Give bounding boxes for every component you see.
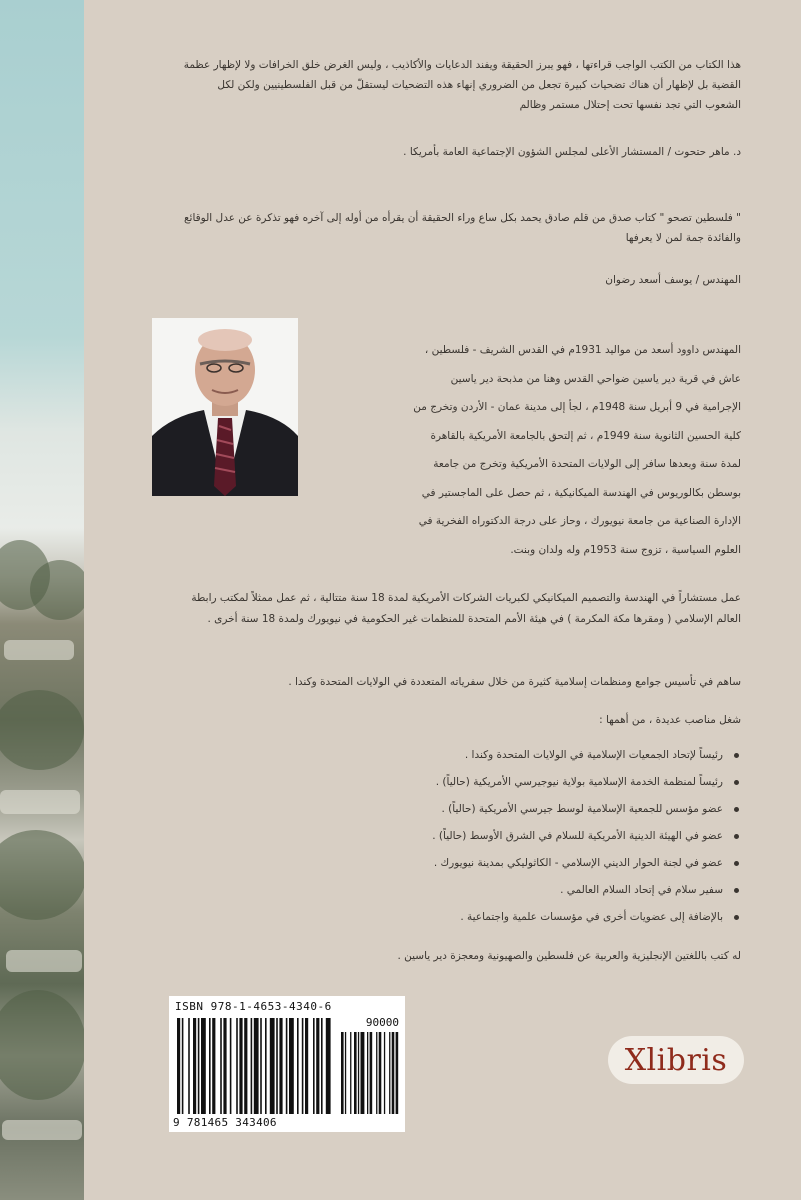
position-item: رئيساً لمنظمة الخدمة الإسلامية بولاية نيوجيرسي الأمريكية (حالياً) .: [203, 769, 723, 796]
endorsement-2-text: " فلسطين تصحو " كتاب صدق من قلم صادق يحمد بكل ساع وراء الحقيقة أن يقرأه من أوله إلى آخره فهو تذكرة عن عدل الوقائع والفائدة جمة لمن لا يعرفها: [183, 212, 741, 244]
barcode-bar: [370, 1032, 373, 1114]
author-books: له كتب باللغتين الإنجليزية والعربية عن فلسطين والصهيونية ومعجزة دير ياسين .: [397, 950, 741, 962]
position-item: سفير سلام في إتحاد السلام العالمي .: [203, 877, 723, 904]
barcode-bar: [345, 1032, 346, 1114]
barcode-bar: [367, 1032, 368, 1114]
barcode-bar: [321, 1018, 323, 1114]
isbn-label: ISBN 978-1-4653-4340-6: [175, 1000, 332, 1013]
author-photo: [152, 318, 298, 496]
barcode-bar: [379, 1032, 382, 1114]
barcode-bar: [188, 1018, 190, 1114]
barcode-bar: [389, 1032, 390, 1114]
author-career: عمل مستشاراً في الهندسة والتصميم الميكانيكي لكبريات الشركات الأمريكية لمدة 18 سنة متتالية ، ثم عمل ممثلاً لمكتب رابطة العالم الإسلامي ( ومقرها مكة المكرمة ) في هيئة الأمم المتحدة للمنظمات غير الحكومية في نيويورك ولمدة 18 سنة أخرى .: [191, 592, 741, 625]
barcode-bar: [193, 1018, 196, 1114]
position-item: عضو مؤسس للجمعية الإسلامية لوسط جيرسي الأمريكية (حالياً) .: [203, 796, 723, 823]
endorsement-1-signature: د. ماهر حتحوت / المستشار الأعلى لمجلس الشؤون الإجتماعية العامة بأمريكا .: [403, 146, 741, 158]
barcode-bar: [182, 1018, 184, 1114]
barcode-bar: [396, 1032, 399, 1114]
barcode-bar: [198, 1018, 200, 1114]
publisher-logo: [608, 1036, 744, 1084]
position-item: رئيساً لإتحاد الجمعيات الإسلامية في الولايات المتحدة وكندا .: [203, 742, 723, 769]
barcode-bar: [212, 1018, 215, 1114]
barcode-bar: [350, 1032, 351, 1114]
barcode-bars: [169, 996, 405, 1132]
barcode-bar: [220, 1018, 222, 1114]
barcode-bar: [297, 1018, 299, 1114]
barcode-bar: [244, 1018, 247, 1114]
barcode-bar: [289, 1018, 294, 1114]
barcode-bar: [223, 1018, 226, 1114]
barcode-bar: [270, 1018, 275, 1114]
barcode-bar: [254, 1018, 259, 1114]
barcode-bar: [392, 1032, 395, 1114]
endorsement-2-signature: المهندس / يوسف أسعد رضوان: [605, 274, 741, 286]
positions-list: [203, 742, 741, 931]
barcode-bar: [286, 1018, 288, 1114]
barcode-bar: [276, 1018, 278, 1114]
barcode-bar: [354, 1032, 357, 1114]
barcode-bar: [358, 1032, 359, 1114]
barcode-bar: [209, 1018, 211, 1114]
barcode-bar: [316, 1018, 319, 1114]
position-item: عضو في الهيئة الدينية الأمريكية للسلام في الشرق الأوسط (حالياً) .: [203, 823, 723, 850]
front-cover-spine-image: [0, 0, 84, 1200]
barcode-bar: [177, 1018, 180, 1114]
isbn-digits: 9 781465 343406: [173, 1116, 277, 1129]
author-foundations: ساهم في تأسيس جوامع ومنظمات إسلامية كثيرة من خلال سفرياته المتعددة في الولايات المتحدة وكندا .: [288, 676, 741, 688]
back-cover-panel: [84, 0, 801, 1200]
barcode-bar: [279, 1018, 282, 1114]
barcode-bar: [305, 1018, 308, 1114]
barcode-bar: [230, 1018, 232, 1114]
publisher-name: Xlibris: [624, 1042, 728, 1078]
barcode-bar: [251, 1018, 253, 1114]
barcode-bar: [260, 1018, 262, 1114]
barcode-bar: [376, 1032, 377, 1114]
isbn-barcode: [169, 996, 405, 1132]
barcode-bar: [361, 1032, 365, 1114]
position-item: بالإضافة إلى عضويات أخرى في مؤسسات علمية واجتماعية .: [203, 904, 723, 931]
position-item: عضو في لجنة الحوار الديني الإسلامي - الكاثوليكي بمدينة نيويورك .: [203, 850, 723, 877]
barcode-bar: [265, 1018, 267, 1114]
author-bio: المهندس داوود أسعد من مواليد 1931م في القدس الشريف - فلسطين ، عاش في قرية دير ياسين ضواحي القدس وهنا من مذبحة دير ياسين الإجرامية في 9 أبريل سنة 1948م ، لجأ إلى مدينة عمان - الأردن وتخرج من كلية الحسين الثانوية سنة 1949م ، ثم إلتحق بالجامعة الأمريكية بالقاهرة لمدة سنة وبعدها سافر إلى الولايات المتحدة الأمريكية وتخرج من جامعة بوسطن بكالوريوس في الهندسة الميكانيكية ، ثم حصل على الماجستير في الإدارة الصناعية من جامعة نيويورك ، وحاز على درجة الدكتوراه الفخرية في العلوم السياسية ، تزوج سنة 1953م وله ولدان وبنت.: [413, 344, 741, 556]
barcode-bar: [239, 1018, 242, 1114]
price-code: 90000: [365, 1016, 399, 1029]
barcode-bar: [326, 1018, 331, 1114]
barcode-bar: [313, 1018, 315, 1114]
endorsement-1-text: هذا الكتاب من الكتب الواجب قراءتها ، فهو يبرز الحقيقة ويفند الدعايات والأكاذيب ، وليس الغرض خلق الخرافات ولا لإظهار عظمة القضية بل لإظهار أن هناك تضحيات كبيرة تجعل من الضروري إنهاء هذه التضحيات ليستقلّ من قبل الفلسطينيين ولكن لكل الشعوب التي تجد نفسها تحت إحتلال مستمر وظالم: [183, 59, 741, 111]
barcode-bar: [384, 1032, 385, 1114]
barcode-bar: [302, 1018, 304, 1114]
positions-intro: شغل مناصب عديدة ، من أهمها :: [599, 714, 741, 726]
barcode-bar: [201, 1018, 206, 1114]
barcode-bar: [341, 1032, 344, 1114]
barcode-bar: [236, 1018, 238, 1114]
